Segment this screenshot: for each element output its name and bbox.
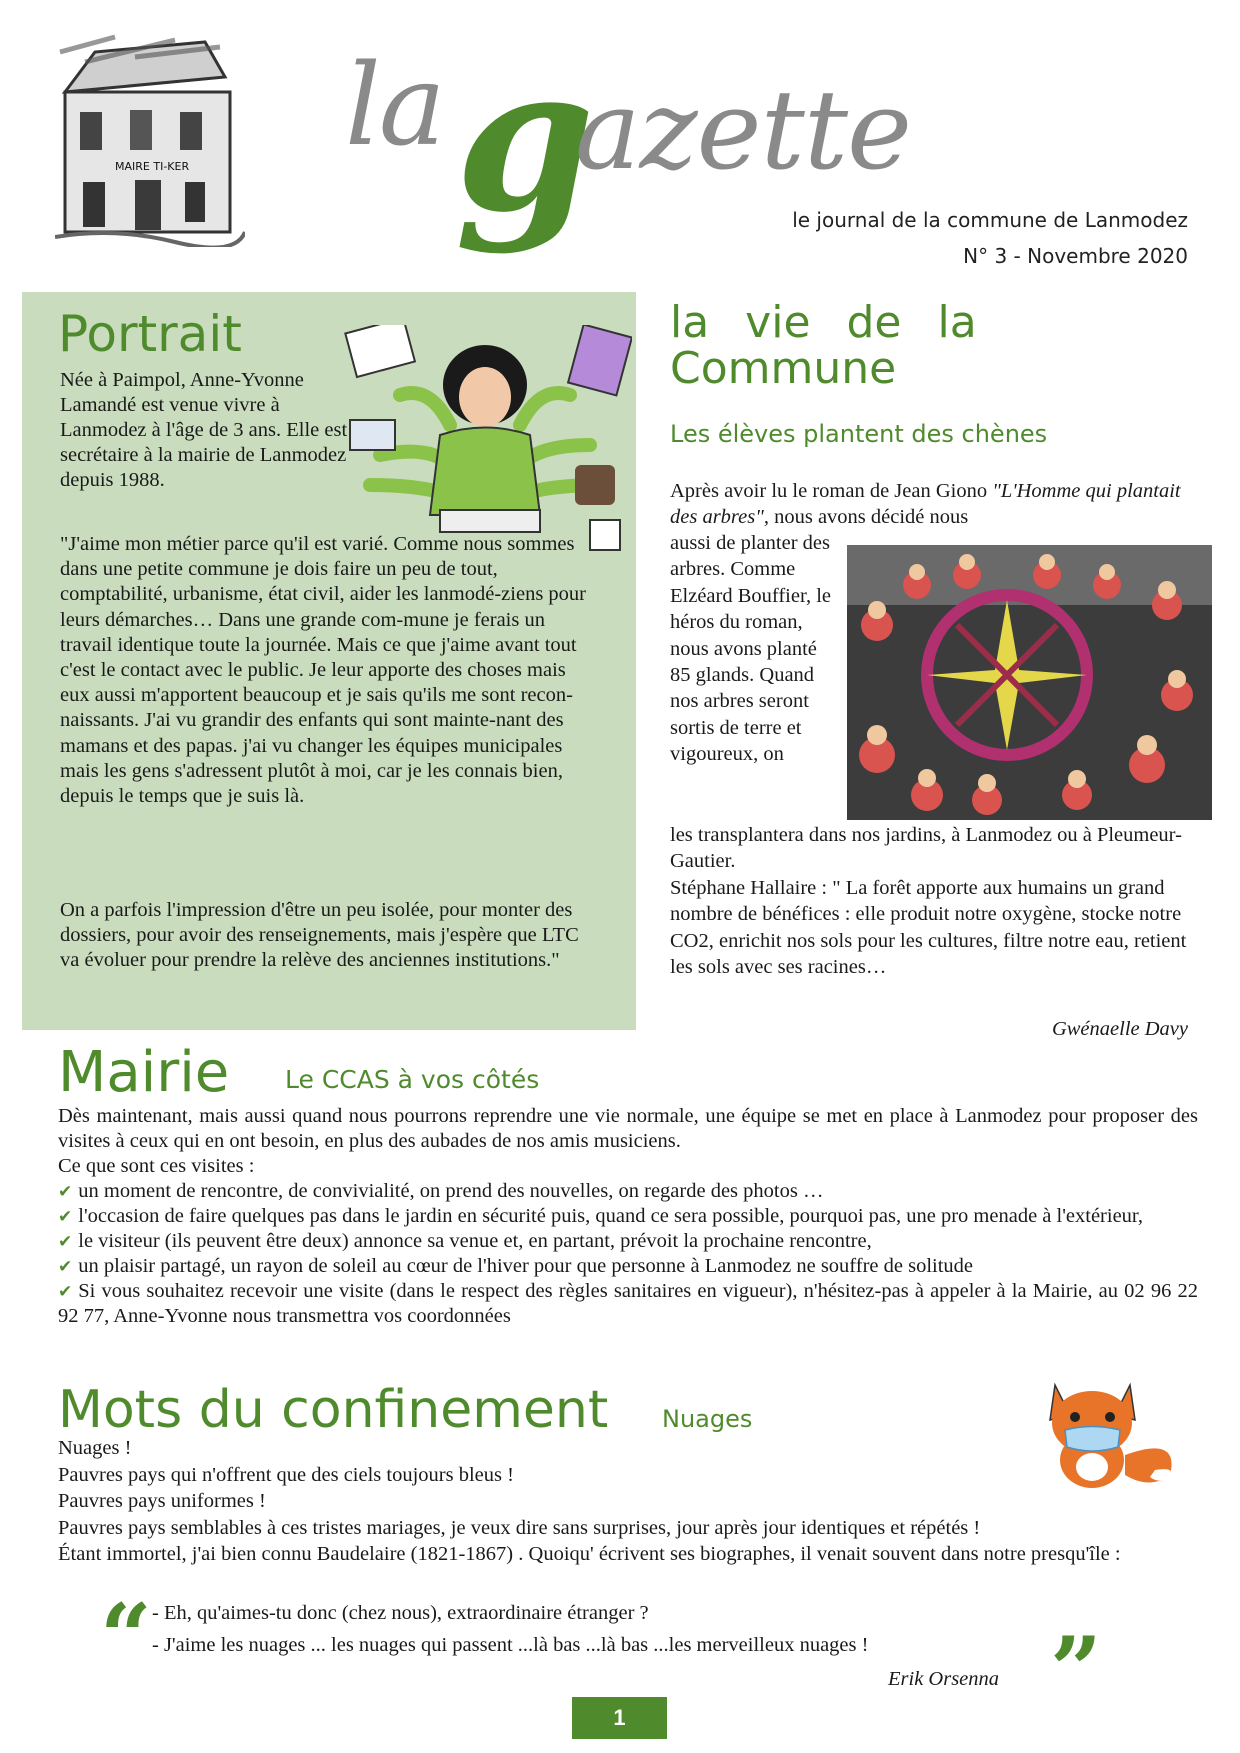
commune-text-part: les transplantera dans nos jardins, à Lanmodez ou à Pleumeur-Gautier. (670, 824, 1182, 873)
secretary-illustration (340, 325, 632, 555)
commune-subheading: Les élèves plantent des chènes (670, 420, 1048, 448)
quote-line: - J'aime les nuages ... les nuages qui passent ...là bas ...là bas ...les merveilleux nuages ! (152, 1634, 869, 1656)
building-sketch-icon (55, 32, 245, 247)
building-sign: MAIRE TI-KER (115, 160, 190, 173)
commune-text-intro (670, 478, 1200, 530)
mairie-question: Ce que sont ces visites : (58, 1155, 255, 1177)
list-item (58, 1279, 1198, 1329)
check-icon: ✔ (58, 1282, 73, 1301)
title-rest: azette (575, 66, 912, 194)
quote-line: - Eh, qu'aimes-tu donc (chez nous), extraordinaire étranger ? (152, 1602, 649, 1624)
commune-quote: Stéphane Hallaire : " La forêt apporte aux humains un grand nombre de bénéfices : elle produit notre oxygène, stocke notre CO2, enrichit nos sols pour les cultures, filtre notre eau, retient les sols avec ses racines… (670, 876, 1187, 979)
list-item (58, 1179, 1198, 1204)
check-icon: ✔ (58, 1207, 73, 1226)
commune-text-full (670, 822, 1210, 980)
poem-line: Pauvres pays semblables à ces tristes mariages, je veux dire sans surprises, jour après jour identiques et répétés ! (58, 1516, 981, 1539)
mairie-intro: Dès maintenant, mais aussi quand nous pourrons reprendre une vie normale, une équipe se met en place à Lanmodez pour proposer des visites à ceux qui en ont besoin, en plus des aubades de nos amis musiciens. (58, 1105, 1198, 1152)
mairie-heading: Mairie (58, 1040, 230, 1105)
portrait-quote: "J'aime mon métier parce qu'il est varié. Comme nous sommes dans une petite commune je dois faire un peu de tout, comptabilité, urbanisme, état civil, aider les lanmodé-ziens pour leurs démarches… Dans une grande com-mune je ferais un travail identique toute la journée. Mais ce que j'aime avant tout c'est le contact avec le public. Je leur apporte des choses mais eux aussi m'apportent beaucoup et je sais qu'ils me sont recon-naissants. J'ai vu grandir des enfants qui sont mainte-nant des mamans et des papas. j'ai vu changer les équipes municipales mais les gens s'adressent plutôt à moi, car je les connais bien, depuis le temps que je suis là. (60, 533, 586, 808)
poem-line: Nuages ! (58, 1437, 132, 1459)
book-title: "L'Homme qui plantait des arbres" (670, 480, 1181, 528)
portrait-heading: Portrait (58, 305, 242, 363)
quote-author: Erik Orsenna (888, 1668, 1000, 1690)
title-la: la (345, 41, 444, 171)
poem-line: Étant immortel, j'ai bien connu Baudelaire (1821-1867) . Quoiqu' écrivent ses biographes, il venait souvent dans notre presqu'île : (58, 1543, 1121, 1565)
issue-number: N° 3 - Novembre 2020 (963, 244, 1188, 268)
commune-author: Gwénaelle Davy (1051, 1018, 1188, 1040)
commune-text-part: Après avoir lu le roman de Jean Giono (670, 480, 993, 502)
portrait-intro: Née à Paimpol, Anne-Yvonne Lamandé est venue vivre à Lanmodez à l'âge de 3 ans. Elle est secrétaire à la mairie de Lanmodez depuis 1988. (60, 369, 348, 491)
list-item-text: l'occasion de faire quelques pas dans le jardin en sécurité puis, quand ce sera possible, pourquoi pas, une pro menade à l'extérieur, (78, 1205, 1144, 1227)
quote-open-mark: “ (100, 1584, 152, 1690)
list-item (58, 1254, 1198, 1279)
list-item (58, 1229, 1198, 1254)
check-icon: ✔ (58, 1182, 73, 1201)
poem-line: Pauvres pays uniformes ! (58, 1490, 266, 1512)
quote-lines (152, 1597, 868, 1661)
list-item-text: un moment de rencontre, de convivialité, on prend des nouvelles, on regarde des photos … (78, 1180, 824, 1202)
mots-subheading: Nuages (662, 1405, 753, 1433)
check-icon: ✔ (58, 1232, 73, 1251)
mairie-subheading: Le CCAS à vos côtés (285, 1065, 540, 1094)
mots-body (58, 1435, 1198, 1568)
subtitle: le journal de la commune de Lanmodez (792, 208, 1188, 232)
list-item-text: le visiteur (ils peuvent être deux) annonce sa venue et, en partant, prévoit la prochaine rencontre, (78, 1230, 872, 1252)
commune-heading: la vie de la Commune (670, 297, 977, 394)
list-item-text: un plaisir partagé, un rayon de soleil au cœur de l'hiver pour que personne à Lanmodez ne souffre de solitude (78, 1255, 974, 1277)
check-icon: ✔ (58, 1257, 73, 1276)
children-compass-photo (847, 545, 1212, 820)
page-number: 1 (572, 1697, 667, 1739)
mots-heading: Mots du confinement (58, 1380, 609, 1440)
quote-close-mark: ” (1050, 1617, 1102, 1723)
title-g: g (455, 22, 595, 257)
portrait-quote-end: On a parfois l'impression d'être un peu isolée, pour monter des dossiers, pour avoir des renseignements, mais j'espère que LTC va évoluer pour prendre la relève des anciennes institutions." (60, 899, 579, 972)
list-item-text: Si vous souhaitez recevoir une visite (dans le respect des règles sanitaires en vigueur), n'hésitez-pas à appeler à la Mairie, au 02 96 22 92 77, Anne-Yvonne nous transmettra vos coordonnées (58, 1280, 1198, 1327)
commune-text-wrap: aussi de planter des arbres. Comme Elzéard Bouffier, le héros du roman, nous avons planté 85 glands. Quand nos arbres seront sortis de terre et vigoureux, on (670, 532, 832, 766)
mairie-body (58, 1104, 1198, 1329)
poem-line: Pauvres pays qui n'offrent que des ciels toujours bleus ! (58, 1463, 514, 1486)
list-item (58, 1204, 1198, 1229)
commune-text-part: , nous avons décidé nous (763, 506, 969, 528)
